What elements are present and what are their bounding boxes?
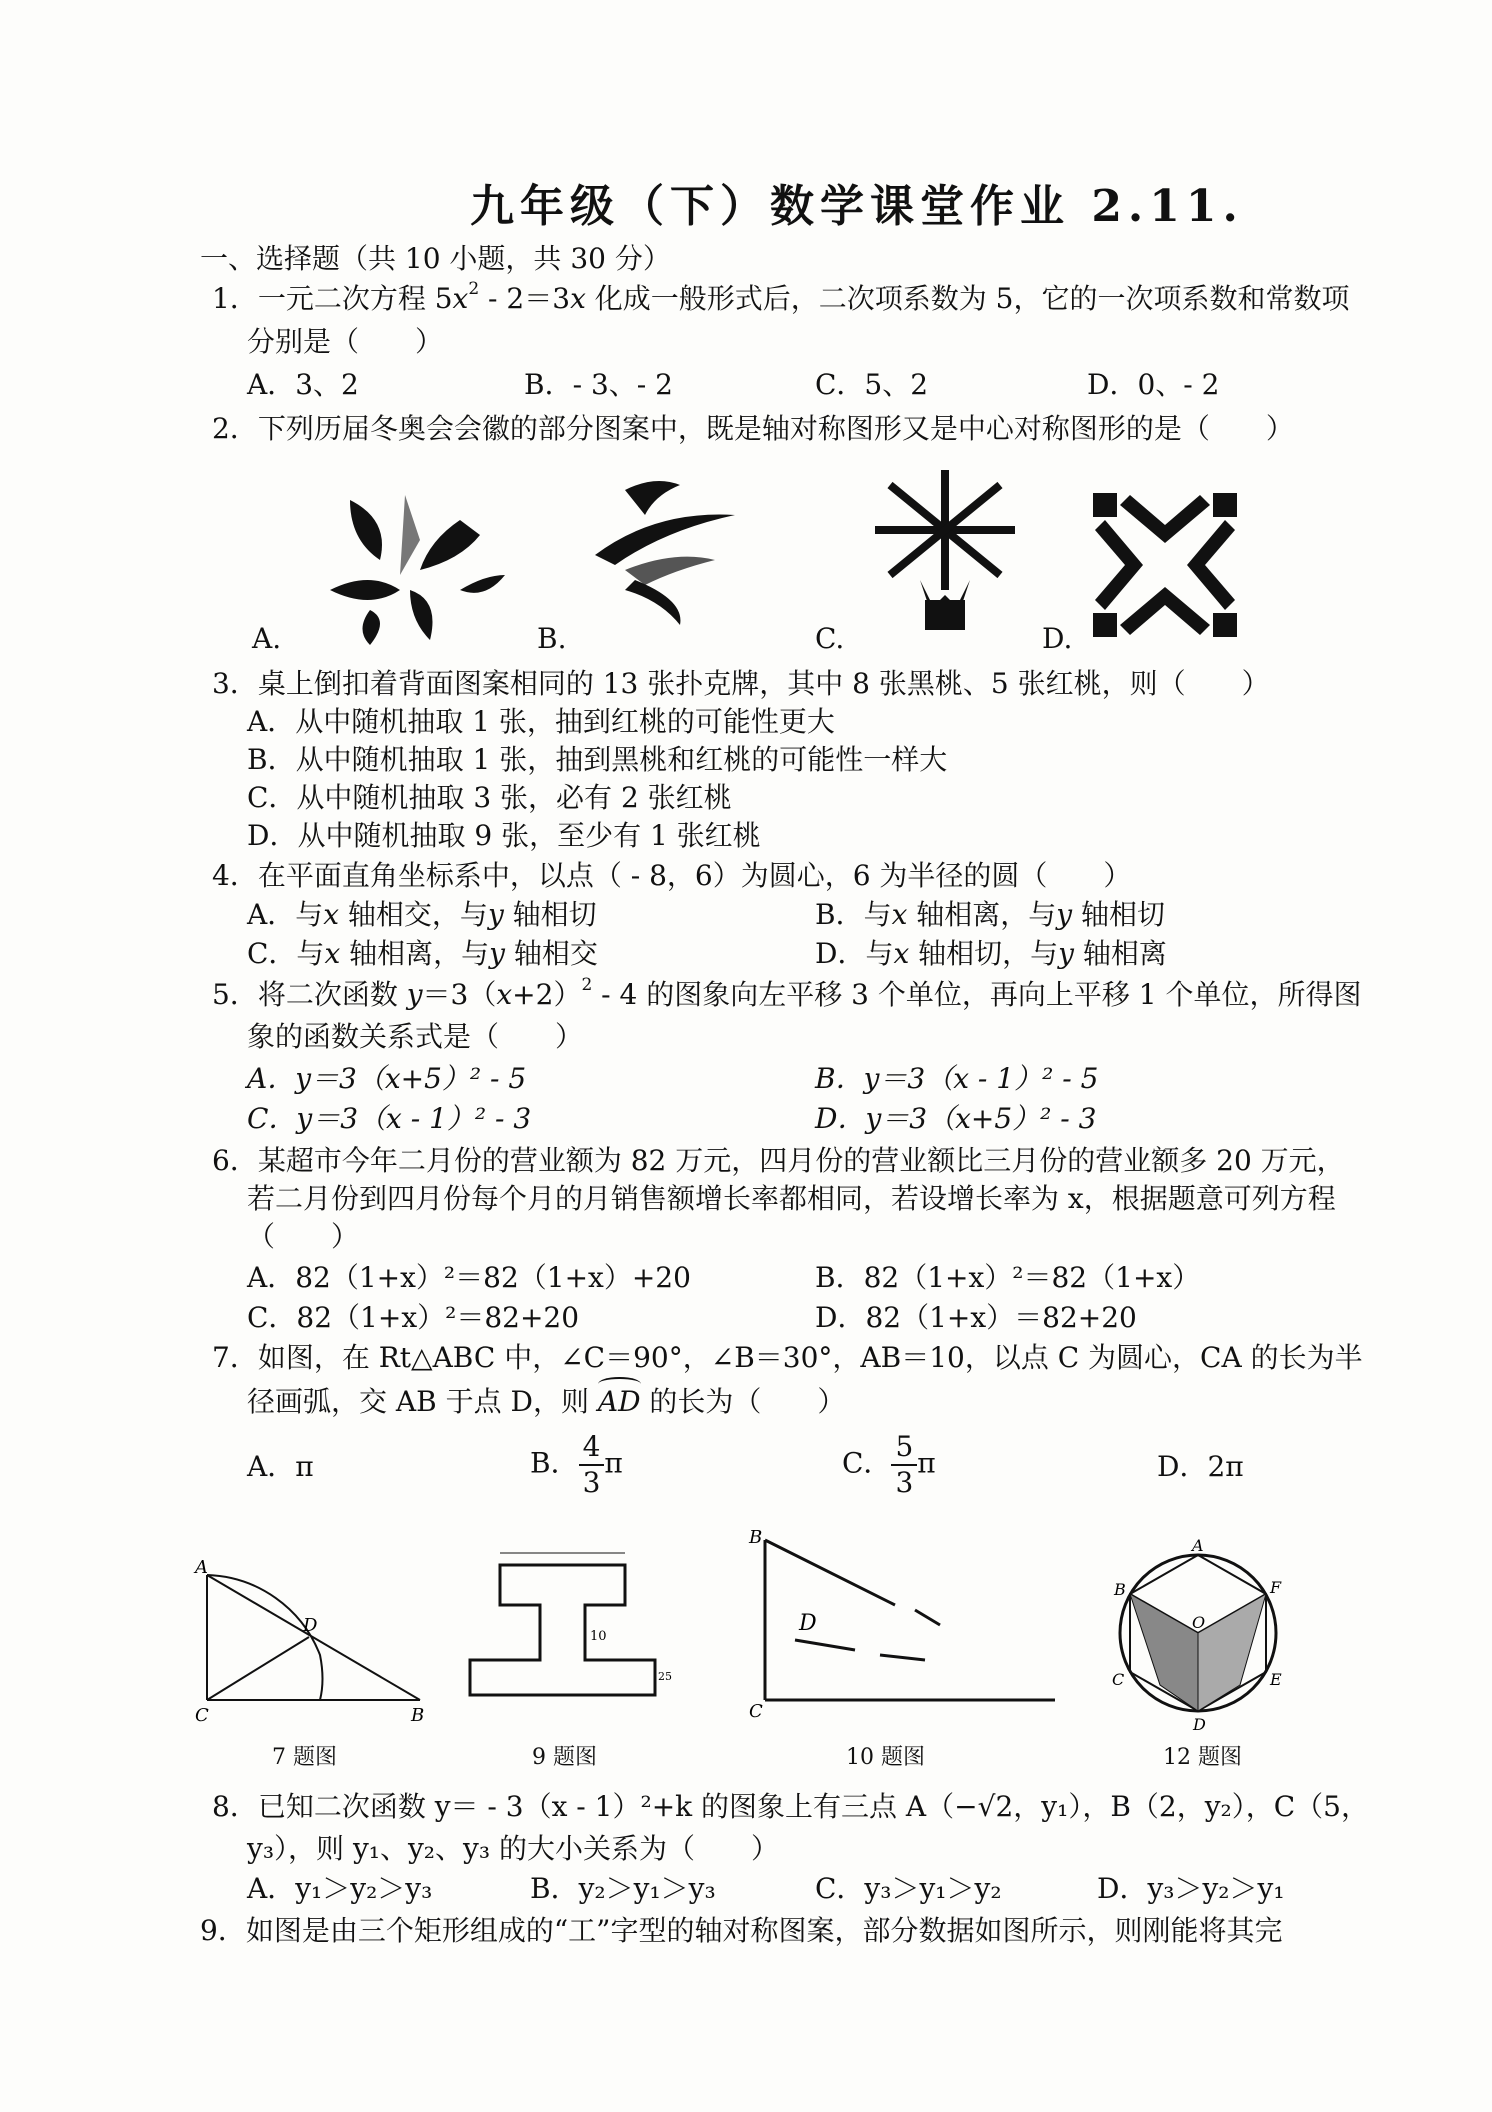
q8-option-c: C．y₃＞y₁＞y₂ [815, 1872, 1002, 1905]
q1-option-d: D．0、- 2 [1087, 368, 1220, 401]
q8-option-a: A．y₁＞y₂＞y₃ [247, 1872, 433, 1905]
emblem-c-image [865, 460, 1025, 640]
fig12-label-a: A [1192, 1536, 1204, 1555]
q1-stem-line2: 分别是（ ） [247, 325, 444, 358]
q3-option-d: D．从中随机抽取 9 张，至少有 1 张红桃 [247, 819, 761, 852]
q3-option-a: A．从中随机抽取 1 张，抽到红桃的可能性更大 [247, 705, 835, 738]
q5-option-a: A．y＝3（x+5）² - 5 [247, 1062, 527, 1095]
fig9-label-25: 25 [658, 1670, 672, 1683]
fig12-label-c: C [1112, 1670, 1125, 1689]
q8-stem-line2: y₃），则 y₁、y₂、y₃ 的大小关系为（ ） [247, 1832, 779, 1865]
fig12-label-b: B [1114, 1580, 1126, 1599]
figure-7-caption: 7 题图 [272, 1745, 337, 1770]
figure-12-caption: 12 题图 [1163, 1745, 1242, 1770]
emblem-d-image [1085, 485, 1245, 645]
fig10-label-c: C [749, 1701, 763, 1722]
q1-option-b: B．- 3、- 2 [524, 368, 673, 401]
q3-option-b: B．从中随机抽取 1 张，抽到黑桃和红桃的可能性一样大 [247, 743, 948, 776]
q4-option-d: D．与x 轴相切，与y 轴相离 [815, 937, 1167, 970]
q6-stem-line2: 若二月份到四月份每个月的月销售额增长率都相同，若设增长率为 x，根据题意可列方程 [247, 1182, 1336, 1215]
fig7-label-c: C [195, 1705, 209, 1726]
fig12-label-f: F [1270, 1578, 1282, 1597]
q6-option-b: B．82（1+x）²＝82（1+x） [815, 1261, 1201, 1294]
q1-option-c: C．5、2 [815, 368, 929, 401]
figure-10 [735, 1525, 1065, 1725]
q1-option-a: A．3、2 [247, 368, 359, 401]
figure-9-caption: 9 题图 [532, 1745, 597, 1770]
emblem-a-image [310, 480, 510, 650]
q6-stem-line3: （ ） [247, 1220, 360, 1253]
q2-option-a: A. [252, 622, 282, 655]
q2-option-d: D. [1042, 622, 1073, 655]
q4-option-c: C．与x 轴相离，与y 轴相交 [247, 937, 598, 970]
q5-stem-line2: 象的函数关系式是（ ） [247, 1020, 584, 1053]
fig9-label-10: 10 [590, 1629, 607, 1644]
q2-stem: 2．下列历届冬奥会会徽的部分图案中，既是轴对称图形又是中心对称图形的是（ ） [212, 412, 1294, 445]
page-title: 九年级（下）数学课堂作业 2.11. [470, 181, 1244, 232]
q7-stem: 7．如图，在 Rt△ABC 中，∠C＝90°，∠B＝30°，AB＝10，以点 C 为圆心，CA 的长为半 [212, 1341, 1363, 1374]
fig7-label-a: A [195, 1557, 208, 1578]
q8-stem: 8．已知二次函数 y＝ - 3（x - 1）²+k 的图象上有三点 A（−√2，y₁），B（2，y₂），C（5， [212, 1790, 1369, 1823]
section-heading: 一、选择题（共 10 小题，共 30 分） [200, 242, 671, 275]
figure-12 [1100, 1535, 1300, 1735]
fig12-label-o: O [1192, 1613, 1206, 1632]
fig10-label-b: B [749, 1527, 763, 1548]
figure-7 [195, 1545, 435, 1725]
figure-9 [460, 1545, 670, 1715]
q4-option-b: B．与x 轴相离，与y 轴相切 [815, 898, 1166, 931]
q8-option-d: D．y₃＞y₂＞y₁ [1097, 1872, 1285, 1905]
fig12-label-e: E [1270, 1670, 1282, 1689]
fig7-label-b: B [411, 1705, 425, 1726]
fig7-label-d: D [303, 1615, 318, 1636]
q2-option-c: C. [815, 622, 845, 655]
fig10-label-d: D [799, 1611, 817, 1636]
q1-stem: 1．一元二次方程 $5x^2 - 2=3x$ 化成一般形式后，二次项系数为 5，它的一次项系数和常数项 [212, 279, 1350, 315]
q7-stem-line2: 径画弧，交 AB 于点 D，则 AD 的长为（ ） [247, 1383, 845, 1421]
q7-option-d: D．2π [1157, 1450, 1244, 1483]
q3-stem: 3．桌上倒扣着背面图案相同的 13 张扑克牌，其中 8 张黑桃、5 张红桃，则（ ） [212, 667, 1270, 700]
q2-option-b: B. [537, 622, 567, 655]
q8-option-b: B．y₂＞y₁＞y₃ [530, 1872, 716, 1905]
fig12-label-d: D [1193, 1715, 1206, 1734]
emblem-b-image [585, 470, 745, 630]
q7-option-a: A．π [247, 1450, 314, 1483]
q3-option-c: C．从中随机抽取 3 张，必有 2 张红桃 [247, 781, 732, 814]
q7-option-b: B． $\frac{4}{3}$ π [530, 1430, 623, 1499]
q4-stem: 4．在平面直角坐标系中，以点（ - 8，6）为圆心，6 为半径的圆（ ） [212, 859, 1132, 892]
q6-stem: 6．某超市今年二月份的营业额为 82 万元，四月份的营业额比三月份的营业额多 20 万元， [212, 1144, 1345, 1177]
figure-10-caption: 10 题图 [846, 1745, 925, 1770]
q6-option-c: C．82（1+x）²＝82+20 [247, 1301, 580, 1334]
q6-option-a: A．82（1+x）²＝82（1+x）+20 [247, 1261, 691, 1294]
q7-option-c: C． $\frac{5}{3}$ π [842, 1430, 936, 1499]
arc-ad-symbol: AD [598, 1383, 641, 1421]
q9-stem: 9．如图是由三个矩形组成的“工”字型的轴对称图案，部分数据如图所示，则刚能将其完 [200, 1914, 1283, 1947]
q5-option-c: C．y＝3（x - 1）² - 3 [247, 1102, 532, 1135]
q4-option-a: A．与x 轴相交，与y 轴相切 [247, 898, 597, 931]
q5-option-b: B．y＝3（x - 1）² - 5 [815, 1062, 1099, 1095]
q5-option-d: D．y＝3（x+5）² - 3 [815, 1102, 1097, 1135]
q6-option-d: D．82（1+x）＝82+20 [815, 1301, 1137, 1334]
q5-stem: 5．将二次函数 $y=3(x+2)^2 - 4$ 的图象向左平移 3 个单位，再向上平移 1 个单位，所得图 [212, 975, 1362, 1011]
